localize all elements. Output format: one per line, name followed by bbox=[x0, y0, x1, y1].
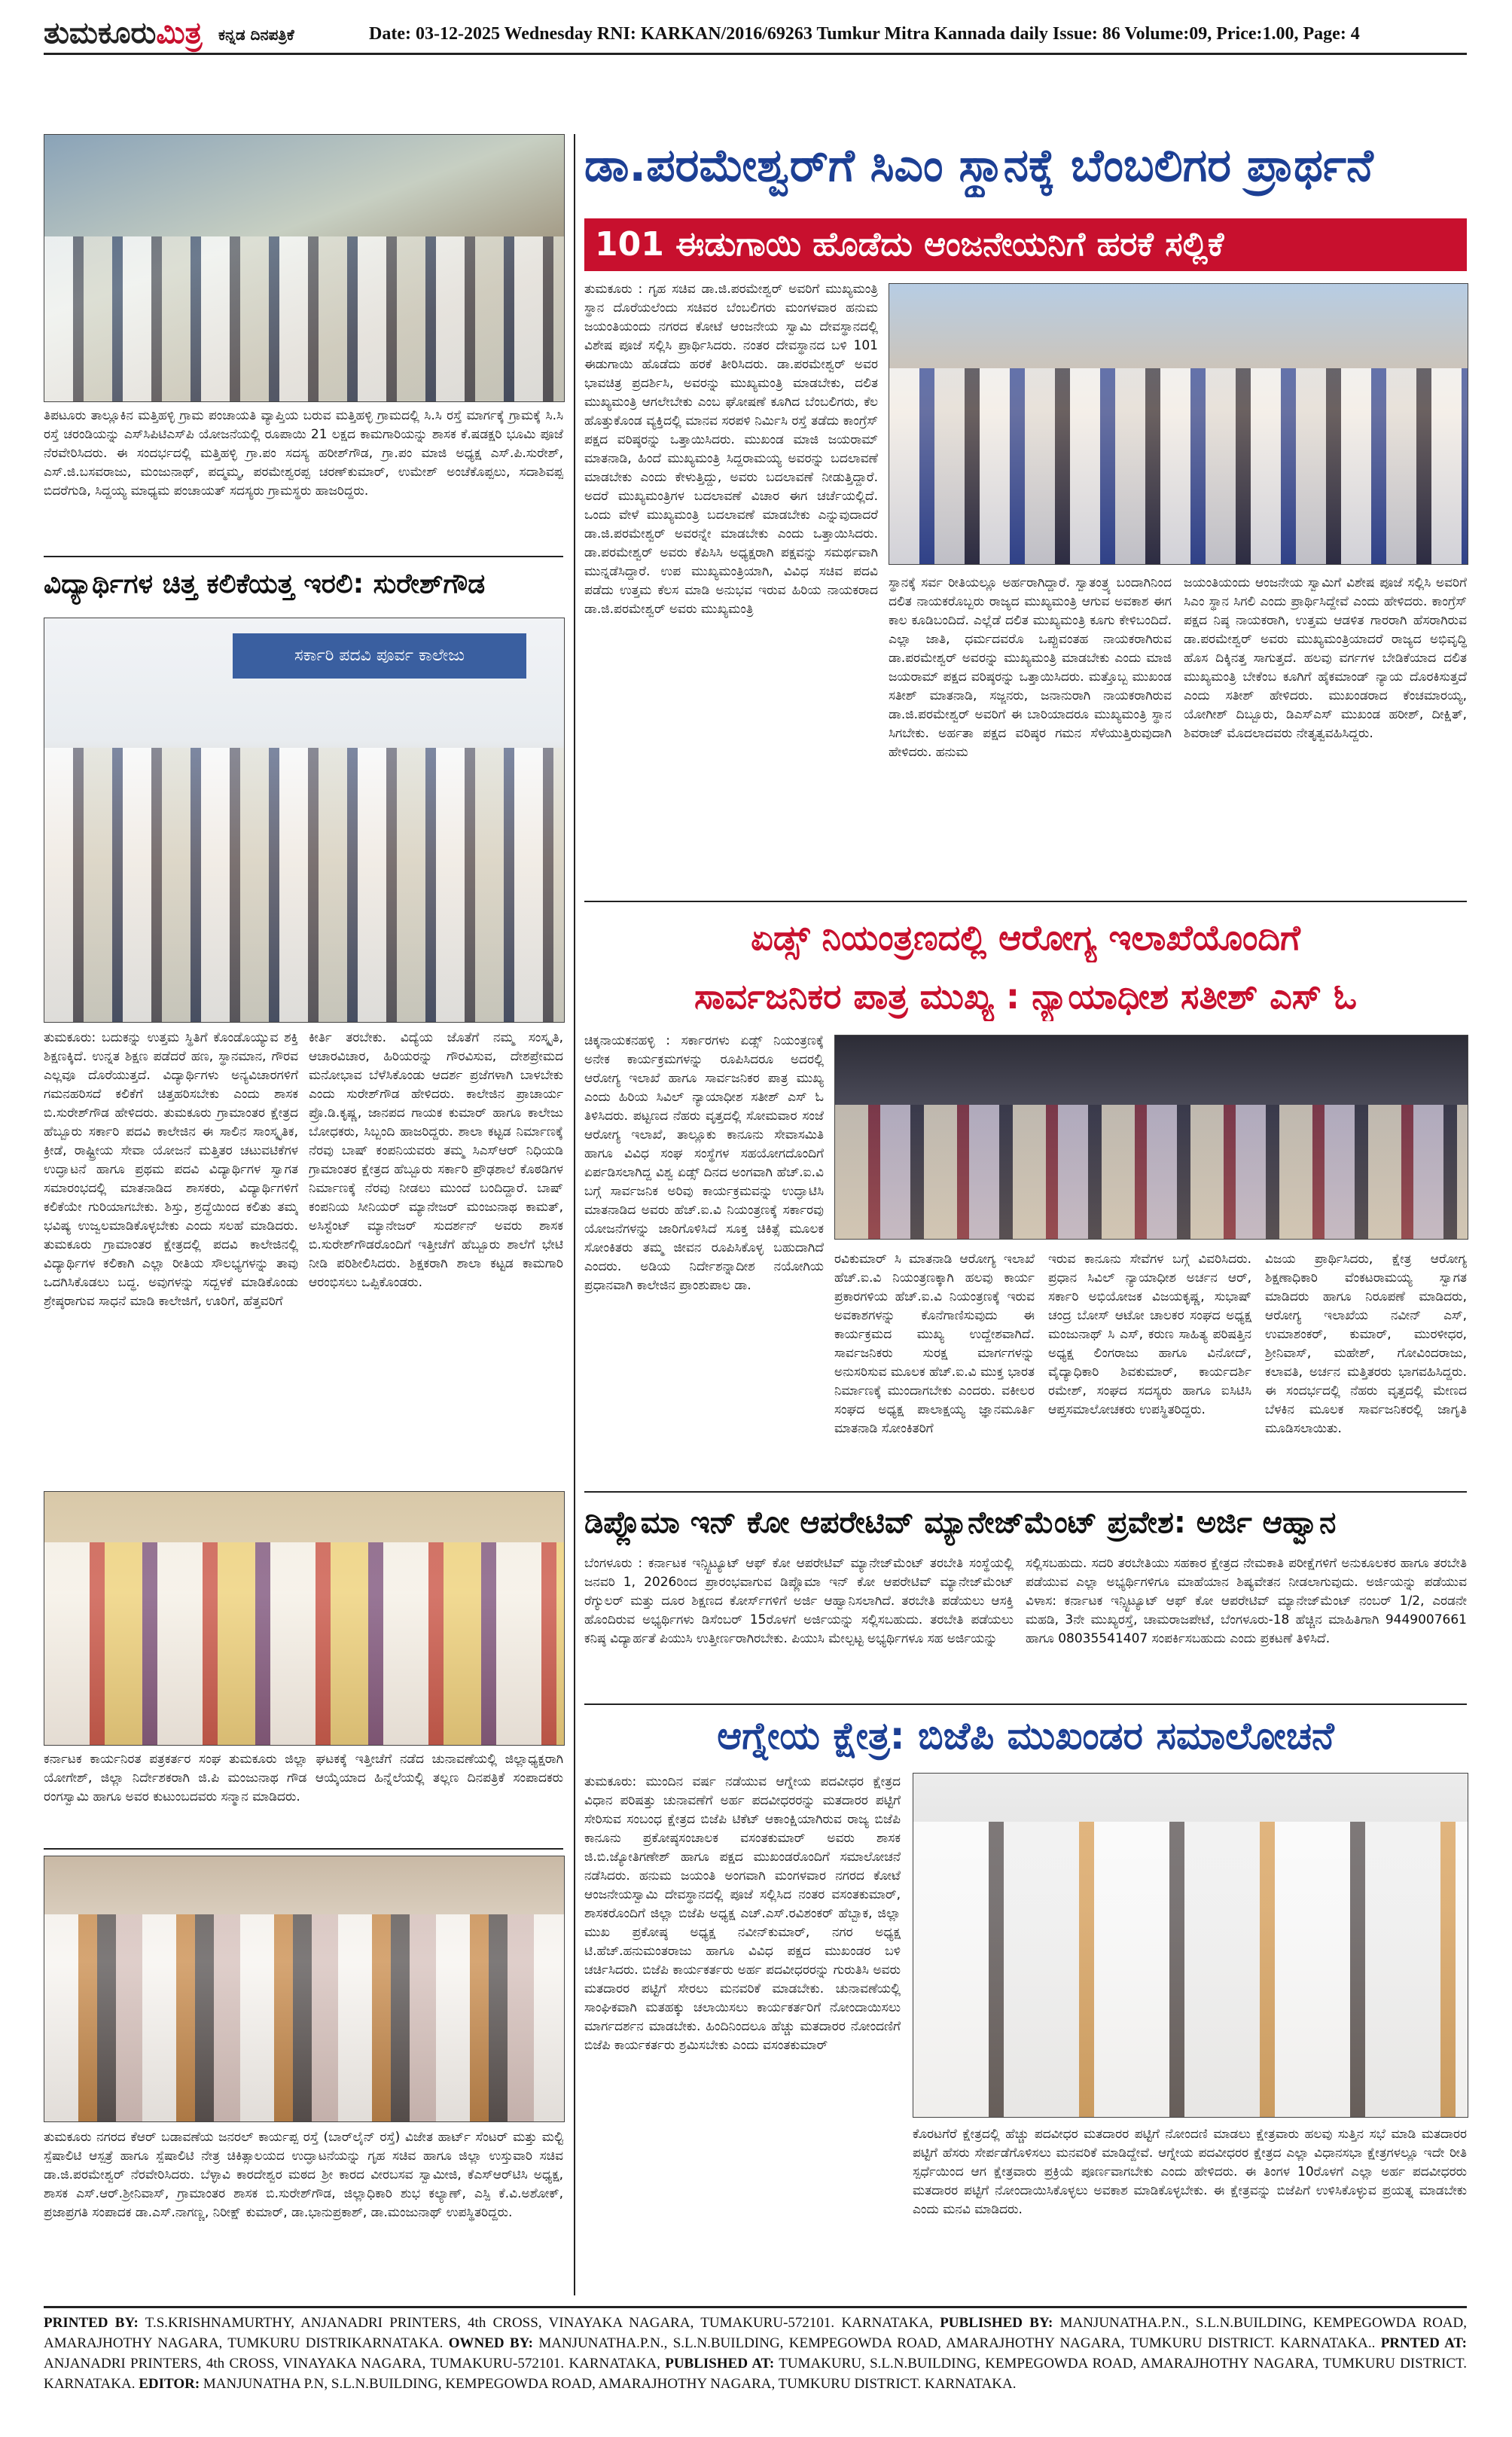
editor-label: EDITOR: bbox=[139, 2376, 200, 2392]
college-event-photo bbox=[44, 618, 565, 1023]
logo-accent-text: ಮಿತ್ರ bbox=[156, 15, 203, 50]
printed-at-text: ANJANADRI PRINTERS, 4th CROSS, VINAYAKA NAGARA, TUMAKURU-572101. KARNATAKA, bbox=[44, 2356, 666, 2371]
diploma-body-col2: ಸಲ್ಲಿಸಬಹುದು. ಸದರಿ ತರಬೇತಿಯು ಸಹಕಾರ ಕ್ಷೇತ್ರದ ನೇಮಕಾತಿ ಪರೀಕ್ಷೆಗಳಿಗೆ ಅನುಕೂಲಕರ ಹಾಗೂ ತರಬೇತಿ ಪಡೆಯುವ ಎಲ್ಲಾ ಅಭ್ಯರ್ಥಿಗಳಿಗೂ ಮಾಹೆಯಾನ ಶಿಷ್ಯವೇತನ ನೀಡಲಾಗುವುದು. ಅರ್ಜಿಯನ್ನು ಪಡೆಯುವ ವಿಳಾಸ: ಕರ್ನಾಟಕ ಇನ್ಸ್ಟಿಟ್ಯೂಟ್ ಆಫ್ ಕೋ ಆಪರೇಟಿವ್ ಮ್ಯಾನೇಜ್‌ಮೆಂಟ್ ನಂಬರ್ 1/2, ಎರಡನೇ ಮಹಡಿ, 3ನೇ ಮುಖ್ಯರಸ್ತೆ, ಚಾಮರಾಜಪೇಟೆ, ಬೆಂಗಳೂರು-18 ಹೆಚ್ಚಿನ ಮಾಹಿತಿಗಾಗಿ 9449007661 ಹಾಗೂ 08035541407 ಸಂಪರ್ಕಿಸಬಹುದು ಎಂದು ಪ್ರಕಟಣೆ ತಿಳಿಸಿದೆ. bbox=[1026, 1556, 1467, 1646]
divider bbox=[44, 1848, 563, 1850]
issue-meta-line: Date: 03-12-2025 Wednesday RNI: KARKAN/2016/69263 Tumkur Mitra Kannada daily Issue: 86 Volume:09, Price:1.00, Page: 4 bbox=[369, 24, 1360, 44]
bjp-leaders-photo bbox=[913, 1773, 1468, 2118]
photo-people-graphic bbox=[44, 748, 564, 1022]
masthead bbox=[44, 11, 1467, 55]
bjp-headline: ಆಗ್ನೇಯ ಕ್ಷೇತ್ರ: ಬಿಜೆಪಿ ಮುಖಂಡರ ಸಮಾಲೋಚನೆ bbox=[717, 1714, 1334, 1758]
printed-by-text: T.S.KRISHNAMURTHY, ANJANADRI PRINTERS, 4th CROSS, VINAYAKA NAGARA, TUMAKURU-572101. KARNATAKA, bbox=[138, 2315, 940, 2331]
college-banner: ಸರ್ಕಾರಿ ಪದವಿ ಪೂರ್ವ ಕಾಲೇಜು bbox=[233, 633, 526, 679]
photo-people-graphic bbox=[44, 236, 564, 401]
suresh-body-col2: ಕೀರ್ತಿ ತರಬೇಕು. ವಿದ್ಯೆಯ ಜೊತೆಗೆ ನಮ್ಮ ಸಂಸ್ಕೃತಿ, ಆಚಾರವಿಚಾರ, ಹಿರಿಯರನ್ನು ಗೌರವಿಸುವ, ದೇಶಪ್ರೇಮದ ಮನೋಭಾವ ಬೆಳೆಸಿಕೊಂಡು ಆದರ್ಶ ಪ್ರಜೆಗಳಾಗಿ ಬಾಳಬೇಕು ಎಂದು ಸುರೇಶ್‌ಗೌಡ ಹೇಳಿದರು. ಕಾಲೇಜಿನ ಪ್ರಾಚಾರ್ಯ ಪ್ರೊ.ಡಿ.ಕೃಷ್ಣ, ಜಾನಪದ ಗಾಯಕ ಕುಮಾರ್ ಹಾಗೂ ಕಾಲೇಜು ಬೋಧಕರು, ಸಿಬ್ಬಂದಿ ಹಾಜರಿದ್ದರು. ಶಾಲಾ ಕಟ್ಟಡ ನಿರ್ಮಾಣಕ್ಕೆ ನೆರವು ಬಾಷ್ ಕಂಪನಿಯವರು ತಮ್ಮ ಸಿಎಸ್‌ಆರ್ ನಿಧಿಯಡಿ ಗ್ರಾಮಾಂತರ ಕ್ಷೇತ್ರದ ಹೆಬ್ಬೂರು ಸರ್ಕಾರಿ ಪ್ರೌಢಶಾಲೆ ಕೊಠಡಿಗಳ ನಿರ್ಮಾಣಕ್ಕೆ ನೆರವು ನೀಡಲು ಮುಂದೆ ಬಂದಿದ್ದಾರೆ. ಬಾಷ್ ಕಂಪನಿಯ ಸೀನಿಯರ್ ಮ್ಯಾನೇಜರ್ ಮಂಜುನಾಥ ಕಾಮತ್, ಅಸಿಸ್ಟೆಂಟ್ ಮ್ಯಾನೇಜರ್ ಸುದರ್ಶನ್ ಅವರು ಶಾಸಕ ಬಿ.ಸುರೇಶ್‌ಗೌಡರೊಂದಿಗೆ ಇತ್ತೀಚೆಗೆ ಹೆಬ್ಬೂರು ಶಾಲೆಗೆ ಭೇಟಿ ನೀಡಿ ಪರಿಶೀಲಿಸಿದರು. ಶಿಕ್ಷಕರಾಗಿ ಶಾಲಾ ಕಟ್ಟಡ ಕಾಮಗಾರಿ ಆರಂಭಿಸಲು ಒಪ್ಪಿಕೊಂಡರು. bbox=[309, 1030, 563, 1290]
aids-headline-line2: ಸಾರ್ವಜನಿಕರ ಪಾತ್ರ ಮುಖ್ಯ : ನ್ಯಾಯಾಧೀಶ ಸತೀಶ್ ಎಸ್ ಓ bbox=[694, 976, 1358, 1017]
photo-people-graphic bbox=[913, 1822, 1468, 2117]
column-separator bbox=[574, 134, 575, 2295]
printed-by-label: PRINTED BY: bbox=[44, 2315, 139, 2331]
supporters-protest-photo bbox=[889, 283, 1468, 565]
photo-people-graphic bbox=[44, 1914, 564, 2121]
journalist-caption: ಕರ್ನಾಟಕ ಕಾರ್ಯನಿರತ ಪತ್ರಕರ್ತರ ಸಂಘ ತುಮಕೂರು ಜಿಲ್ಲಾ ಘಟಕಕ್ಕೆ ಇತ್ತೀಚೆಗೆ ನಡೆದ ಚುನಾವಣೆಯಲ್ಲಿ ಜಿಲ್ಲಾಧ್ಯಕ್ಷರಾಗಿ ಯೋಗೇಶ್, ಜಿಲ್ಲಾ ನಿರ್ದೇಶಕರಾಗಿ ಜಿ.ಪಿ ಮಂಜುನಾಥ ಗೌಡ ಆಯ್ಕೆಯಾದ ಹಿನ್ನೆಲೆಯಲ್ಲಿ ತಲ್ಲಣ ದಿನಪತ್ರಿಕೆ ಸಂಪಾದಕರು ರಂಗಸ್ವಾಮಿ ಹಾಗೂ ಅವರ ಕುಟುಂಬದವರು ಸನ್ಮಾನ ಮಾಡಿದರು. bbox=[44, 1752, 563, 1804]
tiptur-caption: ತಿಪಟೂರು ತಾಲ್ಲೂಕಿನ ಮತ್ತಿಹಳ್ಳಿ ಗ್ರಾಮ ಪಂಚಾಯತಿ ವ್ಯಾಪ್ತಿಯ ಬರುವ ಮತ್ತಿಹಳ್ಳಿ ಗ್ರಾಮದಲ್ಲಿ ಸಿ.ಸಿ ರಸ್ತೆ ಮಾರ್ಗಕ್ಕೆ ಗ್ರಾಮಕ್ಕೆ ಸಿ.ಸಿ ರಸ್ತೆ ಚರಂಡಿಯನ್ನು ಎಸ್‌ಸಿಪಿಟಿಎಸ್‌ಪಿ ಯೋಜನೆಯಲ್ಲಿ ರೂಪಾಯಿ 21 ಲಕ್ಷದ ಕಾಮಗಾರಿಯನ್ನು ಶಾಸಕ ಕೆ.ಷಡಕ್ಷರಿ ಭೂಮಿ ಪೂಜೆ ನೆರವೇರಿಸಿದರು. ಈ ಸಂದರ್ಭದಲ್ಲಿ ಮತ್ತಿಹಳ್ಳಿ ಗ್ರಾ.ಪಂ ಸದಸ್ಯ ಹರೀಶ್‌ಗೌಡ, ಗ್ರಾ.ಪಂ ಮಾಜಿ ಅಧ್ಯಕ್ಷ ಎಸ್.ಪಿ.ಸುರೇಶ್, ಎಸ್.ಜಿ.ಬಸವರಾಜು, ಮಂಜುನಾಥ್, ಪದ್ಮಮ್ಮ, ಪರಮೇಶ್ವರಪ್ಪ ಚರಣ್‌ಕುಮಾರ್, ಉಮೇಶ್ ಅಂಚೆಕೊಪ್ಪಲು, ಸದಾಶಿವಪ್ಪ ಬಿದರೆಗುಡಿ, ಸಿದ್ದಯ್ಯ ಮಾಧ್ಯಮ ಪಂಚಾಯತ್ ಸದಸ್ಯರು ಗ್ರಾಮಸ್ಥರು ಹಾಜರಿದ್ದರು. bbox=[44, 408, 563, 499]
lead-headline: ಡಾ.ಪರಮೇಶ್ವರ್‌ಗೆ ಸಿಎಂ ಸ್ಥಾನಕ್ಕೆ ಬೆಂಬಲಿಗರ ಪ್ರಾರ್ಥನೆ bbox=[584, 139, 1373, 192]
photo-people-graphic bbox=[44, 1542, 564, 1745]
imprint-footer bbox=[44, 2306, 1467, 2394]
lead-subhead: 101 ಈಡುಗಾಯಿ ಹೊಡೆದು ಆಂಜನೇಯನಿಗೆ ಹರಕೆ ಸಲ್ಲಿಕೆ bbox=[584, 218, 1467, 271]
divider bbox=[584, 901, 1467, 902]
tiptur-road-photo bbox=[44, 134, 565, 402]
printed-at-label: PRNTED AT: bbox=[1380, 2335, 1468, 2351]
lead-body-col3: ಜಯಂತಿಯಂದು ಆಂಜನೇಯ ಸ್ವಾಮಿಗೆ ವಿಶೇಷ ಪೂಜೆ ಸಲ್ಲಿಸಿ ಅವರಿಗೆ ಸಿಎಂ ಸ್ಥಾನ ಸಿಗಲಿ ಎಂದು ಪ್ರಾರ್ಥಿಸಿದ್ದೇವೆ ಎಂದು ಹೇಳಿದರು. ಕಾಂಗ್ರೆಸ್ ಪಕ್ಷದ ನಿಷ್ಠ ನಾಯಕರಾಗಿ, ಉತ್ತಮ ಆಡಳಿತ ಗಾರರಾಗಿ ಹೆಸರಾಗಿರುವ ಡಾ.ಪರಮೇಶ್ವರ್ ಅವರು ಮುಖ್ಯಮಂತ್ರಿಯಾದರೆ ರಾಜ್ಯದ ಅಭಿವೃದ್ಧಿ ಹೊಸ ದಿಕ್ಕಿನತ್ತ ಸಾಗುತ್ತದೆ. ಹಲವು ವರ್ಗಗಳ ಬೇಡಿಕೆಯಾದ ದಲಿತ ಮುಖ್ಯಮಂತ್ರಿ ಬೇಕೆಂಬ ಕೂಗಿಗೆ ಹೈಕಮಾಂಡ್ ನ್ಯಾಯ ದೊರಕಿಸುತ್ತದೆ ಎಂದು ಸತೀಶ್ ಹೇಳಿದರು. ಮುಖಂಡರಾದ ಕೆಂಚಮಾರಯ್ಯ, ಯೋಗೀಶ್ ದಿಬ್ಬೂರು, ಡಿಎಸ್‌ಎಸ್ ಮುಖಂಡ ಹರೀಶ್, ದೀಕ್ಷಿತ್, ಶಿವರಾಜ್ ಮೊದಲಾದವರು ನೇತೃತ್ವವಹಿಸಿದ್ದರು. bbox=[1184, 575, 1467, 741]
journalist-felicitation-photo bbox=[44, 1491, 565, 1746]
hospital-caption: ತುಮಕೂರು ನಗರದ ಕೆಆರ್ ಬಡಾವಣೆಯ ಜನರಲ್ ಕಾರ್ಯಪ್ಪ ರಸ್ತೆ (ಬಾರ್‌ಲೈನ್ ರಸ್ತೆ) ವಿಜೇತ ಹಾರ್ಟ್ ಸೆಂಟರ್ ಮತ್ತು ಮಲ್ಟಿ ಸ್ಪೆಷಾಲಿಟಿ ಆಸ್ಪತ್ರೆ ಹಾಗೂ ಸ್ಪೆಷಾಲಿಟಿ ನೇತ್ರ ಚಿಕಿತ್ಸಾಲಯದ ಉದ್ಘಾಟನೆಯನ್ನು ಗೃಹ ಸಚಿವ ಹಾಗೂ ಜಿಲ್ಲಾ ಉಸ್ತುವಾರಿ ಸಚಿವ ಡಾ.ಜಿ.ಪರಮೇಶ್ವರ್ ನೆರವೇರಿಸಿದರು. ಬೆಳ್ಳಾವಿ ಕಾರದೇಶ್ವರ ಮಠದ ಶ್ರೀ ಕಾರದ ವೀರಬಸವ ಸ್ವಾಮೀಜಿ, ಕೆಎಸ್‌ಆರ್‌ಟಿಸಿ ಅಧ್ಯಕ್ಷ, ಶಾಸಕ ಎಸ್.ಆರ್.ಶ್ರೀನಿವಾಸ್, ಗ್ರಾಮಾಂತರ ಶಾಸಕ ಬಿ.ಸುರೇಶ್‌ಗೌಡ, ಜಿಲ್ಲಾಧಿಕಾರಿ ಶುಭ ಕಲ್ಯಾಣ್, ಎಸ್ಪಿ ಕೆ.ವಿ.ಅಶೋಕ್, ಪ್ರಜಾಪ್ರಗತಿ ಸಂಪಾದಕ ಡಾ.ಎಸ್.ನಾಗಣ್ಣ, ನಿರೀಕ್ಷ್ ಕುಮಾರ್, ಡಾ.ಭಾನುಪ್ರಕಾಶ್, ಡಾ.ಮಂಜುನಾಥ್ ಉಪಸ್ಥಿತರಿದ್ದರು. bbox=[44, 2130, 563, 2220]
aids-body-col1: ಚಿಕ್ಕನಾಯಕನಹಳ್ಳಿ : ಸರ್ಕಾರಗಳು ಏಡ್ಸ್ ನಿಯಂತ್ರಣಕ್ಕೆ ಅನೇಕ ಕಾರ್ಯಕ್ರಮಗಳನ್ನು ರೂಪಿಸಿದರೂ ಅದರಲ್ಲಿ ಆರೋಗ್ಯ ಇಲಾಖೆ ಹಾಗೂ ಸಾರ್ವಜನಿಕರ ಪಾತ್ರ ಮುಖ್ಯ ಎಂದು ಹಿರಿಯ ಸಿವಿಲ್ ನ್ಯಾಯಾಧೀಶ ಸತೀಶ್ ಎಸ್ ಓ ತಿಳಿಸಿದರು. ಪಟ್ಟಣದ ನೆಹರು ವೃತ್ತದಲ್ಲಿ ಸೋಮವಾರ ಸಂಜೆ ಆರೋಗ್ಯ ಇಲಾಖೆ, ತಾಲ್ಲೂಕು ಕಾನೂನು ಸೇವಾಸಮಿತಿ ಹಾಗೂ ವಿವಿಧ ಸಂಘ ಸಂಸ್ಥೆಗಳ ಸಹಯೋಗದೊಂದಿಗೆ ಏರ್ಪಡಿಸಲಾಗಿದ್ದ ವಿಶ್ವ ಏಡ್ಸ್ ದಿನದ ಅಂಗವಾಗಿ ಹೆಚ್.ಐ.ವಿ ಬಗ್ಗೆ ಸಾರ್ವಜನಿಕ ಅರಿವು ಕಾರ್ಯಕ್ರಮವನ್ನು ಉದ್ಘಾಟಿಸಿ ಮಾತನಾಡಿದ ಅವರು ಹೆಚ್.ಐ.ವಿ ನಿಯಂತ್ರಣಕ್ಕೆ ಸರ್ಕಾರವು ಯೋಜನೆಗಳನ್ನು ಜಾರಿಗೊಳಿಸಿದೆ ಸೂಕ್ತ ಚಿಕಿತ್ಸೆ ಮೂಲಕ ಸೋಂಕಿತರು ತಮ್ಮ ಜೀವನ ರೂಪಿಸಿಕೊಳ್ಳ ಬಹುದಾಗಿದೆ ಎಂದರು. ಅಡಿಯ ನಿರ್ದೇಶನ್ನಾದೀಶ ನಯೋಗಿಯ ಪ್ರಧಾನವಾಗಿ ಕಾಲೇಜಿನ ಪ್ರಾಂಶುಪಾಲ ಡಾ. bbox=[584, 1033, 824, 1293]
published-by-label: PUBLISHED BY: bbox=[940, 2315, 1053, 2331]
logo-subtitle: ಕನ್ನಡ ದಿನಪತ್ರಿಕೆ bbox=[218, 26, 294, 44]
aids-headline-line1: ಏಡ್ಸ್ ನಿಯಂತ್ರಣದಲ್ಲಿ ಆರೋಗ್ಯ ಇಲಾಖೆಯೊಂದಿಗೆ bbox=[751, 917, 1300, 958]
aids-body-col2: ರವಿಕುಮಾರ್ ಸಿ ಮಾತನಾಡಿ ಆರೋಗ್ಯ ಇಲಾಖೆ ಹೆಚ್.ಐ.ವಿ ನಿಯಂತ್ರಣಕ್ಕಾಗಿ ಹಲವು ಕಾರ್ಯ ಪ್ರಕಾರಗಳಿಯ ಹೆಚ್.ಐ.ವಿ ನಿಯಂತ್ರಣಕ್ಕೆ ಇರುವ ಅವಕಾಶಗಳನ್ನು ಕೊನೆಗಾಣಿಸುವುದು ಈ ಕಾರ್ಯಕ್ರಮದ ಮುಖ್ಯ ಉದ್ದೇಶವಾಗಿದೆ. ಸಾರ್ವಜನಿಕರು ಸುರಕ್ಷ ಮಾರ್ಗಗಳನ್ನು ಅನುಸರಿಸುವ ಮೂಲಕ ಹೆಚ್.ಐ.ವಿ ಮುಕ್ತ ಭಾರತ ನಿರ್ಮಾಣಕ್ಕೆ ಮುಂದಾಗಬೇಕು ಎಂದರು. ವಕೀಲರ ಸಂಘದ ಅಧ್ಯಕ್ಷ ಪಾಲಾಕ್ಷಯ್ಯ ಜ್ಞಾನಮೂರ್ತಿ ಮಾತನಾಡಿ ಸೋಂಕಿತರಿಗೆ bbox=[834, 1252, 1035, 1436]
diploma-headline: ಡಿಪ್ಲೊಮಾ ಇನ್ ಕೋ ಆಪರೇಟಿವ್ ಮ್ಯಾನೇಜ್‌ಮೆಂಟ್ ಪ್ರವೇಶ: ಅರ್ಜಿ ಆಹ್ವಾನ bbox=[584, 1505, 1337, 1540]
photo-people-graphic bbox=[889, 368, 1468, 564]
divider bbox=[584, 1703, 1467, 1705]
diploma-body-col1: ಬೆಂಗಳೂರು : ಕರ್ನಾಟಕ ಇನ್ಸ್ಟಿಟ್ಯೂಟ್ ಆಫ್ ಕೋ ಆಪರೇಟಿವ್ ಮ್ಯಾನೇಜ್‌ಮೆಂಟ್ ತರಬೇತಿ ಸಂಸ್ಥೆಯಲ್ಲಿ ಜನವರಿ 1, 2026ರಿಂದ ಪ್ರಾರಂಭವಾಗುವ ಡಿಪ್ಲೊಮಾ ಇನ್ ಕೋ ಆಪರೇಟಿವ್ ಮ್ಯಾನೇಜ್‌ಮೆಂಟ್ ರೆಗ್ಯುಲರ್ ಮತ್ತು ದೂರ ಶಿಕ್ಷಣದ ಕೋರ್ಸ್‌ಗಳಿಗೆ ಅರ್ಜಿ ಆಹ್ವಾನಿಸಲಾಗಿದೆ. ತರಬೇತಿ ಪಡೆಯಲು ಆಸಕ್ತಿ ಹೊಂದಿರುವ ಅಭ್ಯರ್ಥಿಗಳು ಡಿಸೆಂಬರ್ 15ರೊಳಗೆ ಅರ್ಜಿಯನ್ನು ಸಲ್ಲಿಸಬಹುದು. ತರಬೇತಿ ಪಡೆಯಲು ಕನಿಷ್ಠ ವಿದ್ಯಾರ್ಹತೆ ಪಿಯುಸಿ ಉತ್ತೀರ್ಣರಾಗಿರಬೇಕು. ಪಿಯುಸಿ ಮೇಲ್ಪಟ್ಟ ಅಭ್ಯರ್ಥಿಗಳೂ ಸಹ ಅರ್ಜಿಯನ್ನು bbox=[584, 1556, 1014, 1646]
published-by-text: MANJUNATHA.P.N., S.L.N.BUILDING, KEMPEGOWDA ROAD, AMARAJHOTHY NAGARA, TUMKURU DISTRIKARNATAKA. bbox=[44, 2315, 1467, 2351]
published-at-text: TUMAKURU, S.L.N.BUILDING, KEMPEGOWDA ROAD, AMARAJHOTHY NAGARA, TUMKURU DISTRICT. KARNATAKA. bbox=[44, 2356, 1467, 2392]
logo-main-text: ತುಮಕೂರು bbox=[44, 15, 157, 50]
lead-body-col2: ಸ್ಥಾನಕ್ಕೆ ಸರ್ವ ರೀತಿಯಲ್ಲೂ ಅರ್ಹರಾಗಿದ್ದಾರೆ. ಸ್ವಾತಂತ್ರ್ಯ ಬಂದಾಗಿನಿಂದ ದಲಿತ ನಾಯಕರೊಬ್ಬರು ರಾಜ್ಯದ ಮುಖ್ಯಮಂತ್ರಿ ಆಗುವ ಅವಕಾಶ ಈಗ ಕಾಲ ಕೂಡಿಬಂದಿದೆ. ಎಲ್ಲೆಡೆ ದಲಿತ ಮುಖ್ಯಮಂತ್ರಿ ಕೂಗು ಕೇಳಿಬಂದಿದೆ. ಎಲ್ಲಾ ಜಾತಿ, ಧರ್ಮದವರೊ ಒಪ್ಪುವಂತಹ ನಾಯಕರಾಗಿರುವ ಡಾ.ಪರಮೇಶ್ವರ್ ಅವರನ್ನು ಮುಖ್ಯಮಂತ್ರಿ ಮಾಡಬೇಕು ಎಂದು ಮಾಜಿ ಜಯರಾಮ್ ಪಕ್ಷದ ವರಿಷ್ಠರನ್ನು ಒತ್ತಾಯಿಸಿದರು. ಮತ್ತೊಬ್ಬ ಮುಖಂಡ ಸತೀಶ್ ಮಾತನಾಡಿ, ಸಜ್ಜನರು, ಜನಾನುರಾಗಿ ನಾಯಕರಾಗಿರುವ ಡಾ.ಜಿ.ಪರಮೇಶ್ವರ್ ಅವರಿಗೆ ಈ ಬಾರಿಯಾದರೂ ಮುಖ್ಯಮಂತ್ರಿ ಸ್ಥಾನ ಸಿಗಬೇಕು. ಅರ್ಹತಾ ಪಕ್ಷದ ವರಿಷ್ಠರ ಗಮನ ಸೆಳೆಯುತ್ತಿರುವುದಾಗಿ ಹೇಳಿದರು. ಹನುಮ bbox=[889, 575, 1172, 760]
bjp-body-col2: ಕೊರಟಗೆರೆ ಕ್ಷೇತ್ರದಲ್ಲಿ ಹೆಚ್ಚು ಪದವೀಧರ ಮತದಾರರ ಪಟ್ಟಿಗೆ ನೋಂದಣಿ ಮಾಡಲು ಕ್ಷೇತ್ರವಾರು ಹಲವು ಸುತ್ತಿನ ಸಭೆ ಮಾಡಿ ಮತದಾರರ ಪಟ್ಟಿಗೆ ಹೆಸರು ಸೇರ್ಪಡೆಗೊಳಿಸಲು ಮನವರಿಕೆ ಮಾಡಿದ್ದೇವೆ. ಆಗ್ನೇಯ ಪದವೀಧರರ ಕ್ಷೇತ್ರದ ಎಲ್ಲಾ ವಿಧಾನಸಭಾ ಕ್ಷೇತ್ರಗಳಲ್ಲೂ ಇದೇ ರೀತಿ ಸ್ಪರ್ಧೆಯಿಂದ ಆಗ ಕ್ಷೇತ್ರವಾರು ಪ್ರಕ್ರಿಯೆ ಪೂರ್ಣವಾಗಬೇಕು ಎಂದು ಹೇಳಿದರು. ಈ ತಿಂಗಳ 10ರೊಳಗೆ ಎಲ್ಲಾ ಅರ್ಹ ಪದವೀಧರರು ಮತದಾರರ ಪಟ್ಟಿಗೆ ನೋಂದಾಯಿಸಿಕೊಳ್ಳಲು ಅವಕಾಶ ಮಾಡಿಕೊಳ್ಳಬೇಕು. ಈ ಕ್ಷೇತ್ರವನ್ನು ಬಿಜೆಪಿಗೆ ಉಳಿಸಿಕೊಳ್ಳುವ ಪ್ರಯತ್ನ ಮಾಡಬೇಕು ಎಂದು ಮನವಿ ಮಾಡಿದರು. bbox=[913, 2127, 1467, 2217]
divider bbox=[584, 1491, 1467, 1493]
bjp-body-col1: ತುಮಕೂರು: ಮುಂದಿನ ವರ್ಷ ನಡೆಯುವ ಆಗ್ನೇಯ ಪದವೀಧರ ಕ್ಷೇತ್ರದ ವಿಧಾನ ಪರಿಷತ್ತು ಚುನಾವಣೆಗೆ ಅರ್ಹ ಪದವೀಧರರನ್ನು ಮತದಾರರ ಪಟ್ಟಿಗೆ ಸೇರಿಸುವ ಸಂಬಂಧ ಕ್ಷೇತ್ರದ ಬಿಜೆಪಿ ಟಿಕೆಟ್ ಆಕಾಂಕ್ಷಿಯಾಗಿರುವ ರಾಜ್ಯ ಬಿಜೆಪಿ ಕಾನೂನು ಪ್ರಕೋಷ್ಠಸಂಚಾಲಕ ವಸಂತಕುಮಾರ್ ಅವರು ಶಾಸಕ ಜಿ.ಬಿ.ಜ್ಯೋತಿಗಣೇಶ್ ಹಾಗೂ ಪಕ್ಷದ ಮುಖಂಡರೊಂದಿಗೆ ಸಮಾಲೋಚನೆ ನಡೆಸಿದರು. ಹನುಮ ಜಯಂತಿ ಅಂಗವಾಗಿ ಮಂಗಳವಾರ ನಗರದ ಕೋಟೆ ಆಂಜನೇಯಸ್ವಾಮಿ ದೇವಸ್ಥಾನದಲ್ಲಿ ಪೂಜೆ ಸಲ್ಲಿಸಿದ ನಂತರ ವಸಂತಕುಮಾರ್, ಶಾಸಕರೊಂದಿಗೆ ಜಿಲ್ಲಾ ಬಿಜೆಪಿ ಅಧ್ಯಕ್ಷ ಎಚ್.ಎಸ್.ರವಿಶಂಕರ್ ಹೆಬ್ಬಾಕ, ಜಿಲ್ಲಾ ಮುಖ ಪ್ರಕೋಷ್ಠ ಅಧ್ಯಕ್ಷ ನವೀನ್‌ಕುಮಾರ್, ನಗರ ಅಧ್ಯಕ್ಷ ಟಿ.ಹೆಚ್.ಹನುಮಂತರಾಜು ಹಾಗೂ ವಿವಿಧ ಪಕ್ಷದ ಮುಖಂಡರ ಬಳಿ ಚರ್ಚಿಸಿದರು. ಬಿಜೆಪಿ ಕಾರ್ಯಕರ್ತರು ಅರ್ಹ ಪದವೀಧರರನ್ನು ಗುರುತಿಸಿ ಅವರು ಮತದಾರರ ಪಟ್ಟಿಗೆ ಸೇರಲು ಮನವರಿಕೆ ಮಾಡಬೇಕು. ಚುನಾವಣೆಯಲ್ಲಿ ಸಾಂಘಿಕವಾಗಿ ಮತಹಕ್ಕು ಚಲಾಯಿಸಲು ಕಾರ್ಯಕರ್ತರಿಗೆ ನೋಂದಾಯಿಸಲು ಮಾರ್ಗದರ್ಶನ ಮಾಡಬೇಕು. ಹಿಂದಿನಿಂದಲೂ ಹೆಚ್ಚು ಮತದಾರರ ನೋಂದಣಿಗೆ ಬಿಜೆಪಿ ಕಾರ್ಯಕರ್ತರು ಶ್ರಮಿಸಬೇಕು ಎಂದು ವಸಂತಕುಮಾರ್ bbox=[584, 1774, 901, 2053]
lead-body-col1: ತುಮಕೂರು : ಗೃಹ ಸಚಿವ ಡಾ.ಜಿ.ಪರಮೇಶ್ವರ್ ಅವರಿಗೆ ಮುಖ್ಯಮಂತ್ರಿ ಸ್ಥಾನ ದೊರೆಯಲೆಂದು ಸಚಿವರ ಬೆಂಬಲಿಗರು ಮಂಗಳವಾರ ಹನುಮ ಜಯಂತಿಯಂದು ನಗರದ ಕೋಟೆ ಆಂಜನೇಯ ಸ್ವಾಮಿ ದೇವಸ್ಥಾನದಲ್ಲಿ ವಿಶೇಷ ಪೂಜೆ ಸಲ್ಲಿಸಿ ಪ್ರಾರ್ಥಿಸಿದರು. ನಂತರ ದೇವಸ್ಥಾನದ ಬಳಿ 101 ಈಡುಗಾಯಿ ಹೊಡೆದು ಹರಕೆ ತೀರಿಸಿದರು. ಡಾ.ಪರಮೇಶ್ವರ್ ಅವರ ಭಾವಚಿತ್ರ ಪ್ರದರ್ಶಿಸಿ, ಅವರನ್ನು ಮುಖ್ಯಮಂತ್ರಿ ಮಾಡಬೇಕು, ದಲಿತ ಮುಖ್ಯಮಂತ್ರಿ ಆಗಲೇಬೇಕು ಎಂಬ ಘೋಷಣೆ ಕೂಗಿದ ಬೆಂಬಲಿಗರು, ಕೆಲ ಹೊತ್ತುಕೊಂಡ ವ್ಯಕ್ತಿದಲ್ಲಿ ಮಾನವ ಸರಪಳಿ ನಿರ್ಮಿಸಿ ರಸ್ತೆ ತಡೆದು ಕಾಂಗ್ರೆಸ್ ಪಕ್ಷದ ವರಿಷ್ಠರನ್ನು ಒತ್ತಾಯಿಸಿದರು. ಮುಖಂಡ ಮಾಜಿ ಜಯರಾಮ್ ಮಾತನಾಡಿ, ಹಿಂದೆ ಮುಖ್ಯಮಂತ್ರಿ ಸಿದ್ದರಾಮಯ್ಯ ಅವರನ್ನು ಬದಲಾವಣೆ ಮಾಡಬೇಕು ಎಂದು ಕೇಳುತ್ತಿದ್ದು, ಅವರು ಬದಲಾವಣೆ ನೀಡುತ್ತಿದ್ದಾರೆ. ಅದರೆ ಮುಖ್ಯಮಂತ್ರಿಗಳ ಬದಲಾವಣೆ ವಿಚಾರ ಈಗ ಚರ್ಚೆಯಲ್ಲಿದೆ. ಒಂದು ವೇಳೆ ಮುಖ್ಯಮಂತ್ರಿ ಬದಲಾವಣೆ ಮಾಡಬೇಕು ಎನ್ನುವುದಾದರೆ ಡಾ.ಜಿ.ಪರಮೇಶ್ವರ್ ಅವರನ್ನೇ ಮಾಡಬೇಕು ಎಂದು ಒತ್ತಾಯಿಸಿದರು. ಡಾ.ಪರಮೇಶ್ವರ್ ಅವರು ಕೆಪಿಸಿಸಿ ಅಧ್ಯಕ್ಷರಾಗಿ ಪಕ್ಷವನ್ನು ಸಮರ್ಥವಾಗಿ ಮುನ್ನಡೆಸಿದ್ದಾರೆ. ಉಪ ಮುಖ್ಯಮಂತ್ರಿಯಾಗಿ, ವಿವಿಧ ಸಚಿವ ಪದವಿ ಪಡೆದು ಉತ್ತಮ ಕೆಲಸ ಮಾಡಿ ಅನುಭವ ಇರುವ ಹಿರಿಯ ನಾಯಕರಾದ ಡಾ.ಜಿ.ಪರಮೇಶ್ವರ್ ಅವರು ಮುಖ್ಯಮಂತ್ರಿ bbox=[584, 282, 878, 617]
owned-by-label: OWNED BY: bbox=[448, 2335, 533, 2351]
editor-text: MANJUNATHA P.N, S.L.N.BUILDING, KEMPEGOWDA ROAD, AMARAJHOTHY NAGARA, TUMKURU DISTRICT. KARNATAKA. bbox=[200, 2376, 1017, 2392]
aids-body-col4: ವಿಜಯ ಪ್ರಾರ್ಥಿಸಿದರು, ಕ್ಷೇತ್ರ ಆರೋಗ್ಯ ಶಿಕ್ಷಣಾಧಿಕಾರಿ ವೆಂಕಟರಾಮಯ್ಯ ಸ್ವಾಗತ ಮಾಡಿದರು ಹಾಗೂ ನಿರೂಪಣೆ ಮಾಡಿದರು, ಆರೋಗ್ಯ ಇಲಾಖೆಯ ನವೀನ್ ಎಸ್, ಉಮಾಶಂಕರ್, ಕುಮಾರ್, ಮುರಳೀಧರ, ಶ್ರೀನಿವಾಸ್, ಮಹೇಶ್, ಗೋವಿಂದರಾಜು, ಕಲಾವತಿ, ಅರ್ಚನ ಮತ್ತಿತರರು ಭಾಗವಹಿಸಿದ್ದರು. ಈ ಸಂದರ್ಭದಲ್ಲಿ ನೆಹರು ವೃತ್ತದಲ್ಲಿ ಮೇಣದ ಬೆಳಕಿನ ಮೂಲಕ ಸಾರ್ವಜನಿಕರಲ್ಲಿ ಜಾಗೃತಿ ಮೂಡಿಸಲಾಯಿತು. bbox=[1265, 1252, 1467, 1436]
aids-body-col3: ಇರುವ ಕಾನೂನು ಸೇವೆಗಳ ಬಗ್ಗೆ ವಿವರಿಸಿದರು. ಪ್ರಧಾನ ಸಿವಿಲ್ ನ್ಯಾಯಾಧೀಶ ಅರ್ಚನ ಆರ್, ಸರ್ಕಾರಿ ಅಭಿಯೋಜಕ ವಿಜಯಕೃಷ್ಣ, ಸುಭಾಷ್ ಚಂದ್ರ ಬೋಸ್ ಆಟೋ ಚಾಲಕರ ಸಂಘದ ಅಧ್ಯಕ್ಷ ಮಂಜುನಾಥ್ ಸಿ ಎಸ್, ಕರುಣ ಸಾಹಿತ್ಯ ಪರಿಷತ್ತಿನ ಅಧ್ಯಕ್ಷ ಲಿಂಗರಾಜು ಹಾಗೂ ವಿನೋದ್, ವೈದ್ಯಾಧಿಕಾರಿ ಶಿವಕುಮಾರ್, ಕಾರ್ಯದರ್ಶಿ ರಮೇಶ್, ಸಂಘದ ಸದಸ್ಯರು ಹಾಗೂ ಐಸಿಟಿಸಿ ಆಪ್ತಸಮಾಲೋಚಕರು ಉಪಸ್ಥಿತರಿದ್ದರು. bbox=[1048, 1252, 1251, 1417]
suresh-headline: ವಿದ್ಯಾರ್ಥಿಗಳ ಚಿತ್ತ ಕಲಿಕೆಯತ್ತ ಇರಲಿ: ಸುರೇಶ್‌ಗೌಡ bbox=[44, 569, 486, 599]
aids-candle-vigil-photo bbox=[834, 1035, 1468, 1240]
photo-people-graphic bbox=[835, 1105, 1468, 1239]
newspaper-logo bbox=[44, 15, 203, 50]
owned-by-text: MANJUNATHA.P.N., S.L.N.BUILDING, KEMPEGOWDA ROAD, AMARAJHOTHY NAGARA, TUMKURU DISTRICT. KARNATAKA.. bbox=[532, 2335, 1381, 2351]
divider bbox=[44, 556, 563, 557]
suresh-body-col1: ತುಮಕೂರು: ಬದುಕನ್ನು ಉತ್ತಮ ಸ್ಥಿತಿಗೆ ಕೊಂಡೊಯ್ಯುವ ಶಕ್ತಿ ಶಿಕ್ಷಣಕ್ಕಿದೆ. ಉನ್ನತ ಶಿಕ್ಷಣ ಪಡೆದರೆ ಹಣ, ಸ್ಥಾನಮಾನ, ಗೌರವ ಎಲ್ಲವೂ ದೊರೆಯುತ್ತದೆ. ವಿದ್ಯಾರ್ಥಿಗಳು ಅನ್ಯವಿಚಾರಗಳಿಗೆ ಗಮನಹರಿಸದೆ ಕಲಿಕೆಗೆ ಚಿತ್ತಹರಿಸಬೇಕು ಎಂದು ಶಾಸಕ ಬಿ.ಸುರೇಶ್‌ಗೌಡ ಹೇಳಿದರು. ತುಮಕೂರು ಗ್ರಾಮಾಂತರ ಕ್ಷೇತ್ರದ ಹೆಬ್ಬೂರು ಸರ್ಕಾರಿ ಪದವಿ ಕಾಲೇಜಿನ ಈ ಸಾಲಿನ ಸಾಂಸ್ಕೃತಿಕ, ಕ್ರೀಡೆ, ರಾಷ್ಟ್ರೀಯ ಸೇವಾ ಯೋಜನೆ ಮತ್ತಿತರ ಚಟುವಟಿಕೆಗಳ ಉದ್ಘಾಟನೆ ಹಾಗೂ ಪ್ರಥಮ ಪದವಿ ವಿದ್ಯಾರ್ಥಿಗಳ ಸ್ವಾಗತ ಸಮಾರಂಭದಲ್ಲಿ ಮಾತನಾಡಿದ ಶಾಸಕರು, ವಿದ್ಯಾರ್ಥಿಗಳಿಗೆ ಕಲಿಕೆಯೇ ಗುರಿಯಾಗಬೇಕು. ಶಿಸ್ತು, ಶ್ರದ್ಧೆಯಿಂದ ಕಲಿತು ತಮ್ಮ ಭವಿಷ್ಯ ಉಜ್ವಲಮಾಡಿಕೊಳ್ಳಬೇಕು ಎಂದು ಸಲಹೆ ಮಾಡಿದರು. ತುಮಕೂರು ಗ್ರಾಮಾಂತರ ಕ್ಷೇತ್ರದಲ್ಲಿ ಪದವಿ ಕಾಲೇಜಿನಲ್ಲಿ ವಿದ್ಯಾರ್ಥಿಗಳ ಕಲಿಕಾಗಿ ಎಲ್ಲಾ ರೀತಿಯ ಸೌಲಭ್ಯಗಳನ್ನು ತಾವು ಒದಗಿಸಿಕೊಡಲು ಬದ್ಧ. ಅವುಗಳನ್ನು ಸದ್ಬಳಕೆ ಮಾಡಿಕೊಂಡು ಶ್ರೇಷ್ಠರಾಗುವ ಸಾಧನೆ ಮಾಡಿ ಕಾಲೇಜಿಗೆ, ಊರಿಗೆ, ಹೆತ್ತವರಿಗೆ bbox=[44, 1030, 298, 1309]
published-at-label: PUBLISHED AT: bbox=[665, 2356, 775, 2371]
hospital-inauguration-photo bbox=[44, 1856, 565, 2122]
